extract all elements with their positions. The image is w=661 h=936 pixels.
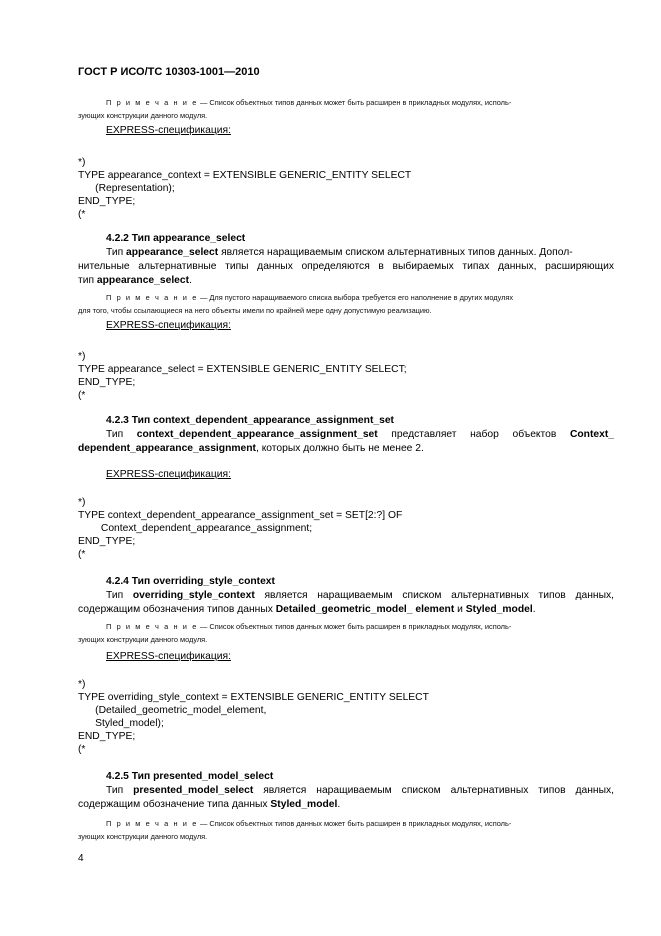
type-name: appearance_select bbox=[126, 247, 219, 258]
text: . bbox=[189, 275, 192, 286]
type-name: overriding_style_context bbox=[132, 590, 255, 601]
entity-name: Context_ bbox=[569, 429, 615, 440]
note-2-line-2: для того, чтобы ссылающиеся на него объекты имели по крайней мере одну допустимую реализацию. bbox=[78, 306, 432, 315]
paragraph-line bbox=[78, 604, 536, 615]
type-name: Styled_model bbox=[270, 799, 338, 810]
code-block-2 bbox=[78, 350, 407, 402]
express-spec-label: EXPRESS-спецификация: bbox=[106, 125, 231, 136]
paragraph-line bbox=[78, 275, 192, 286]
text: является наращиваемым списком альтернативных типов данных. Допол- bbox=[218, 247, 573, 258]
text: , которых должно быть не менее 2. bbox=[255, 443, 424, 454]
text: является наращиваемым списком альтернативных типов данных, bbox=[254, 590, 614, 601]
type-name: context_dependent_appearance_assignment_set bbox=[136, 429, 378, 440]
paragraph-line bbox=[78, 443, 424, 454]
code-line: (* bbox=[78, 390, 86, 401]
page-number: 4 bbox=[78, 853, 84, 864]
note-text: Список объектных типов данных может быть расширен в прикладных модулях, исполь- bbox=[209, 622, 512, 631]
paragraph-line bbox=[78, 799, 340, 810]
note-1-line-2: зующих конструкции данного модуля. bbox=[78, 111, 208, 120]
paragraph-line bbox=[106, 785, 614, 796]
text: является наращиваемым списком альтернативных типов данных, bbox=[253, 785, 614, 796]
code-line: (* bbox=[78, 549, 86, 560]
code-line: *) bbox=[78, 157, 86, 168]
note-dash: — bbox=[197, 293, 210, 302]
text: тип bbox=[78, 275, 97, 286]
code-line: Context_dependent_appearance_assignment; bbox=[78, 523, 313, 534]
text: Тип bbox=[106, 429, 137, 440]
express-spec-label: EXPRESS-спецификация: bbox=[106, 469, 231, 480]
note-1-line-1 bbox=[106, 96, 511, 109]
code-line: *) bbox=[78, 497, 86, 508]
note-3-line-2: зующих конструкции данного модуля. bbox=[78, 635, 208, 644]
note-dash: — bbox=[197, 98, 210, 107]
code-line: END_TYPE; bbox=[78, 196, 136, 207]
entity-name: dependent_appearance_assignment bbox=[78, 443, 256, 454]
paragraph-line: нительные альтернативные типы данных определяются в выбираемых типах данных, расширяющих bbox=[78, 261, 614, 272]
text: Тип bbox=[106, 247, 127, 258]
text: содержащим обозначение типа данных bbox=[78, 799, 271, 810]
express-spec-label: EXPRESS-спецификация: bbox=[106, 651, 231, 662]
code-line: (Detailed_geometric_model_element, bbox=[78, 705, 267, 716]
text: . bbox=[532, 604, 536, 615]
paragraph-line bbox=[106, 590, 614, 601]
note-3-line-1 bbox=[106, 620, 511, 633]
document-header: ГОСТ Р ИСО/ТС 10303-1001—2010 bbox=[78, 66, 260, 78]
note-2-line-1 bbox=[106, 291, 513, 304]
code-line: Styled_model); bbox=[78, 718, 164, 729]
note-label: П р и м е ч а н и е bbox=[106, 622, 198, 631]
express-spec-label: EXPRESS-спецификация: bbox=[106, 320, 231, 331]
section-heading-4-2-3: 4.2.3 Тип context_dependent_appearance_assignment_set bbox=[106, 415, 394, 426]
code-line: TYPE overriding_style_context = EXTENSIBLE GENERIC_ENTITY SELECT bbox=[78, 692, 429, 703]
note-label: П р и м е ч а н и е bbox=[106, 98, 198, 107]
code-line: (* bbox=[78, 209, 86, 220]
type-name: appearance_select bbox=[96, 275, 190, 286]
text: . bbox=[337, 799, 341, 810]
note-label: П р и м е ч а н и е bbox=[106, 819, 198, 828]
type-name: Styled_model bbox=[465, 604, 533, 615]
code-line: END_TYPE; bbox=[78, 536, 136, 547]
note-dash: — bbox=[197, 819, 210, 828]
text: содержащим обозначения типов данных bbox=[78, 604, 276, 615]
paragraph-line bbox=[106, 247, 573, 258]
text: представляет набор объектов bbox=[377, 429, 570, 440]
code-block-3 bbox=[78, 496, 402, 561]
note-4-line-1 bbox=[106, 817, 511, 830]
code-line: (* bbox=[78, 744, 86, 755]
section-heading-4-2-4: 4.2.4 Тип overriding_style_context bbox=[106, 576, 275, 587]
note-text: Список объектных типов данных может быть расширен в прикладных модулях, исполь- bbox=[209, 98, 512, 107]
note-4-line-2: зующих конструкции данного модуля. bbox=[78, 832, 208, 841]
section-heading-4-2-5: 4.2.5 Тип presented_model_select bbox=[106, 771, 274, 782]
code-line: TYPE context_dependent_appearance_assignment_set = SET[2:?] OF bbox=[78, 510, 403, 521]
paragraph-line bbox=[106, 429, 614, 440]
code-line: TYPE appearance_select = EXTENSIBLE GENERIC_ENTITY SELECT; bbox=[78, 364, 407, 375]
code-line: (Representation); bbox=[78, 183, 175, 194]
code-line: *) bbox=[78, 679, 86, 690]
code-line: *) bbox=[78, 351, 86, 362]
section-heading-4-2-2: 4.2.2 Тип appearance_select bbox=[106, 233, 246, 244]
note-text: Для пустого наращиваемого списка выбора требуется его наполнение в других модулях bbox=[209, 293, 514, 302]
code-line: TYPE appearance_context = EXTENSIBLE GENERIC_ENTITY SELECT bbox=[78, 170, 412, 181]
text: Тип bbox=[106, 785, 134, 796]
type-name: presented_model_select bbox=[133, 785, 254, 796]
text: Тип bbox=[106, 590, 133, 601]
code-line: END_TYPE; bbox=[78, 377, 136, 388]
note-text: Список объектных типов данных может быть расширен в прикладных модулях, исполь- bbox=[209, 819, 512, 828]
text: и bbox=[454, 604, 466, 615]
note-dash: — bbox=[197, 622, 210, 631]
note-label: П р и м е ч а н и е bbox=[106, 293, 198, 302]
code-line: END_TYPE; bbox=[78, 731, 136, 742]
code-block-1 bbox=[78, 156, 411, 221]
type-name: Detailed_geometric_model_ element bbox=[275, 604, 455, 615]
code-block-4 bbox=[78, 678, 429, 756]
